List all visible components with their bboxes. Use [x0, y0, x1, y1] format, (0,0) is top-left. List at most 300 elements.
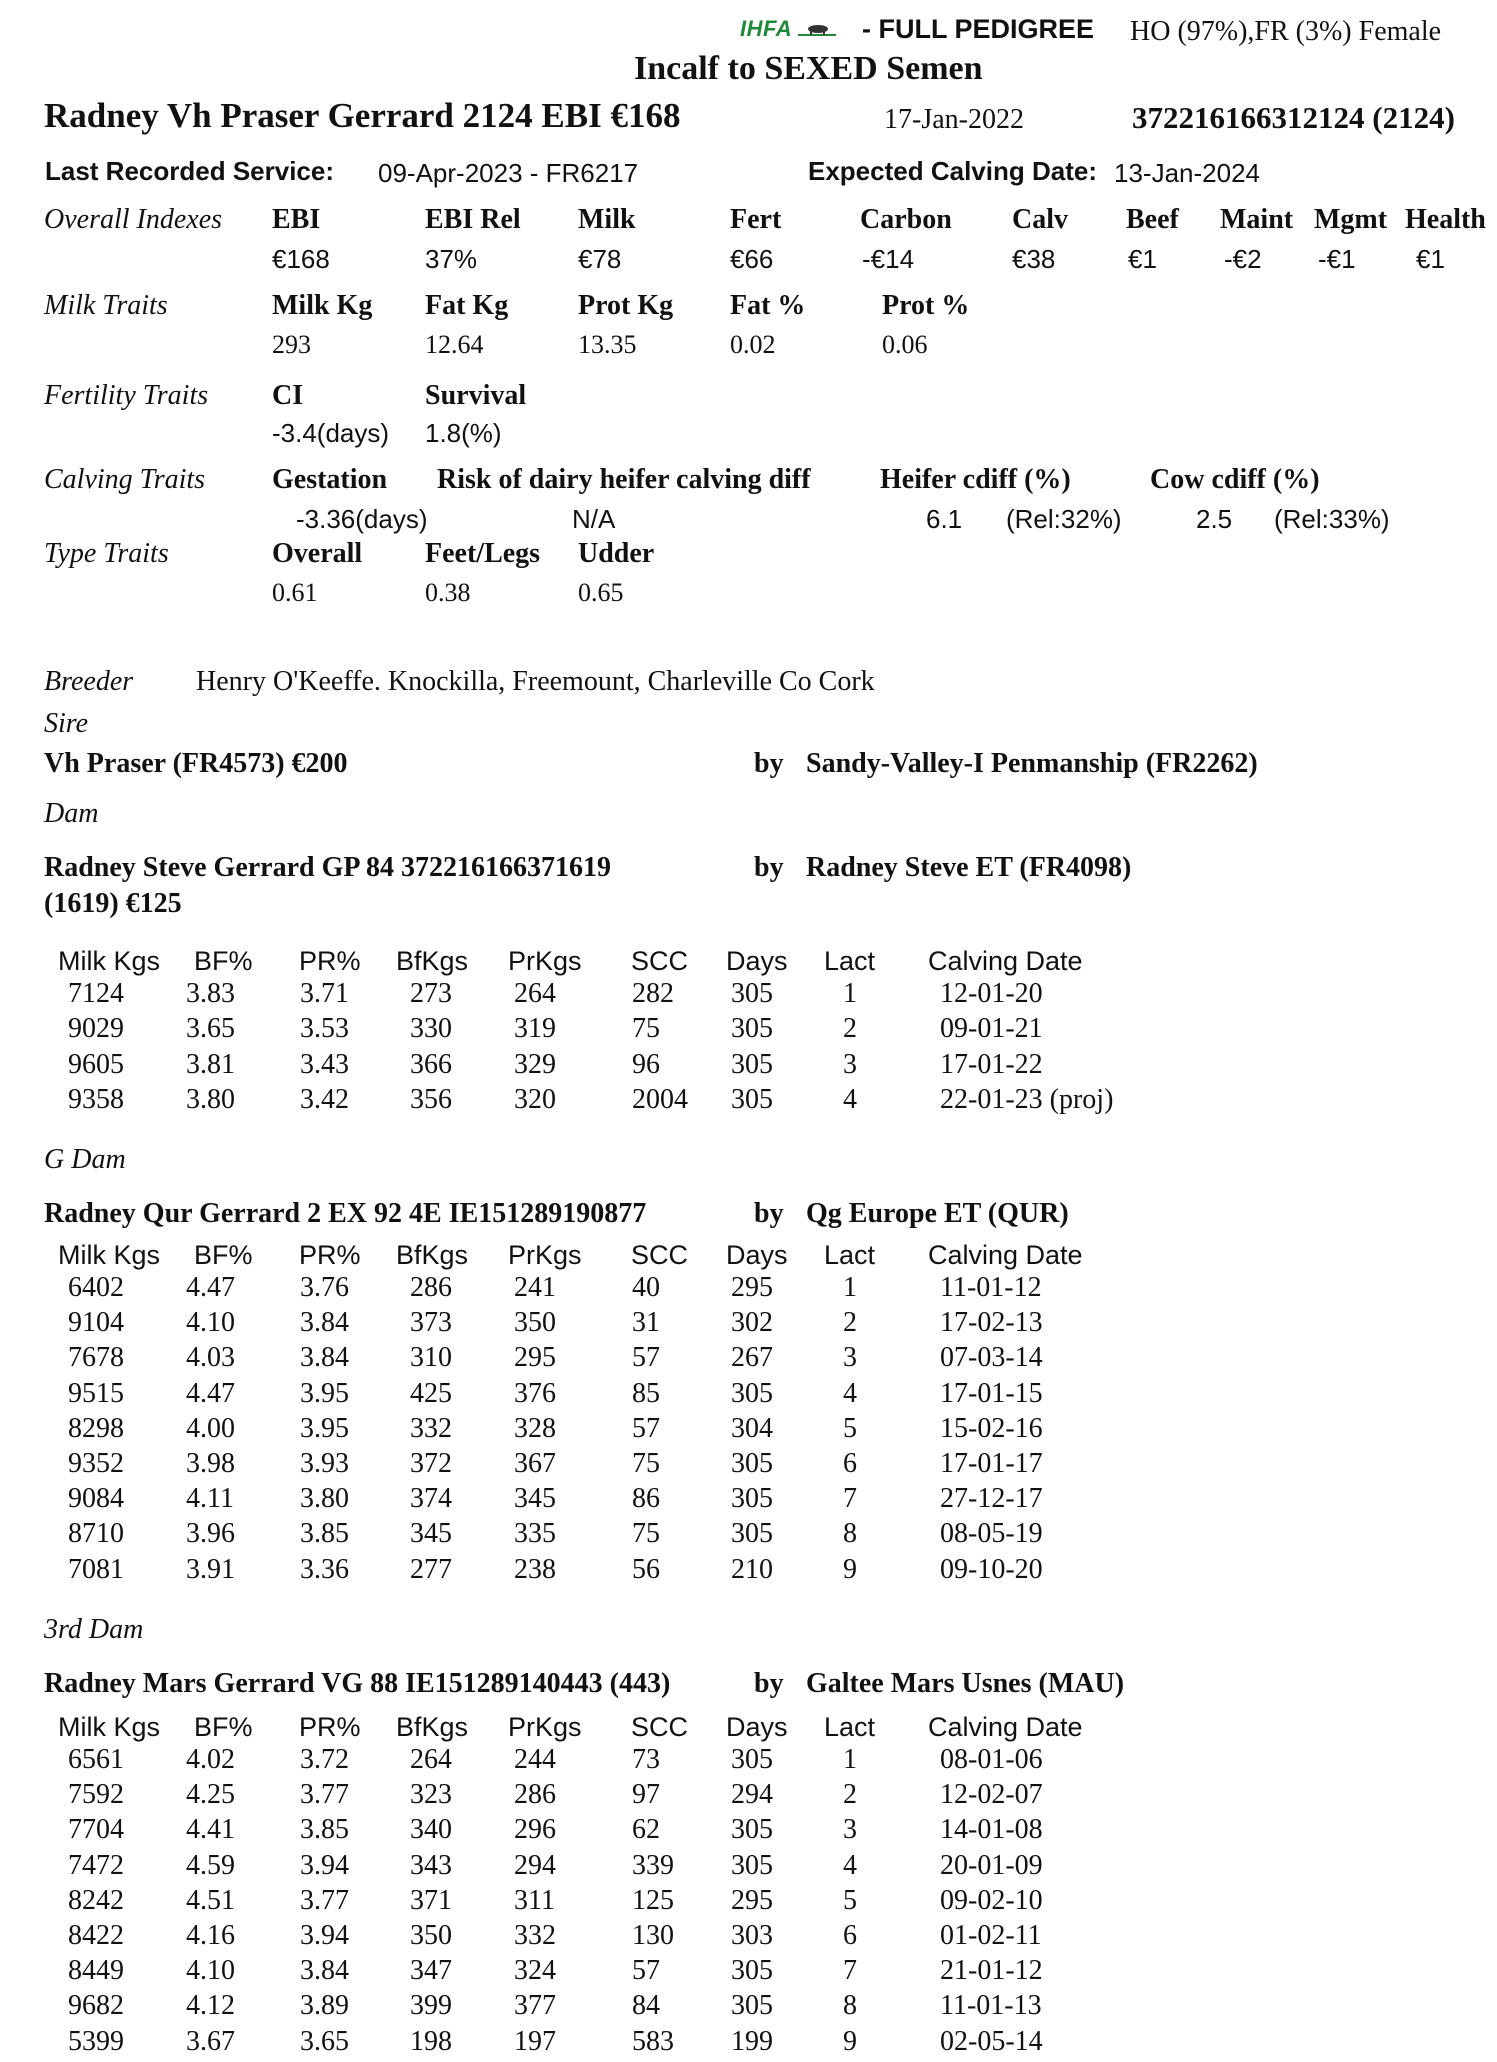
cell-scc: 125: [632, 1884, 674, 1916]
cell-bf-pct: 4.47: [186, 1272, 235, 1303]
cell-bf-pct: 4.11: [186, 1483, 234, 1515]
cell-bf-kgs: 371: [410, 1884, 452, 1916]
cell-bf-kgs: 198: [410, 2025, 452, 2057]
cell-scc: 62: [632, 1814, 660, 1846]
cell-lact: 3: [843, 1814, 857, 1846]
cell-pr-kgs: 294: [514, 1849, 556, 1881]
cell-days: 295: [731, 1272, 773, 1303]
cell-scc: 57: [632, 1412, 660, 1444]
cell-lact: 3: [843, 1342, 857, 1374]
cell-lact: 8: [843, 1518, 857, 1550]
dam-by: by: [754, 852, 784, 883]
col-milk-kgs: Milk Kgs: [58, 1240, 161, 1270]
cell-bf-kgs: 277: [410, 1553, 452, 1585]
cell-days: 305: [731, 1483, 773, 1515]
header-beef: Beef: [1126, 204, 1179, 235]
value-maint: -€2: [1224, 244, 1262, 274]
last-service-label: Last Recorded Service:: [45, 156, 335, 186]
cell-scc: 40: [632, 1272, 660, 1303]
cell-bf-kgs: 340: [410, 1814, 452, 1846]
cell-scc: 73: [632, 1744, 660, 1775]
cell-days: 305: [731, 1448, 773, 1479]
col-scc: SCC: [631, 1712, 689, 1742]
dam-label: Dam: [44, 798, 99, 829]
cell-bf-pct: 3.67: [186, 2025, 235, 2057]
value-fert: €66: [730, 244, 774, 274]
cell-bf-kgs: 273: [410, 978, 452, 1009]
cell-bf-kgs: 372: [410, 1448, 452, 1479]
value-ebi-rel: 37%: [425, 244, 478, 274]
col-days: Days: [726, 1712, 788, 1742]
cell-calving-date: 08-01-06: [940, 1744, 1043, 1775]
cell-lact: 2: [843, 1779, 857, 1811]
cell-pr-pct: 3.80: [300, 1483, 349, 1515]
cell-lact: 9: [843, 2025, 857, 2057]
cell-lact: 5: [843, 1412, 857, 1444]
cell-days: 305: [731, 978, 773, 1009]
col-bf-pct: BF%: [194, 1240, 253, 1270]
cell-milk-kgs: 7081: [68, 1553, 124, 1585]
header-health: Health: [1405, 204, 1486, 235]
cell-pr-kgs: 296: [514, 1814, 556, 1846]
header-carbon: Carbon: [860, 204, 952, 235]
cell-calving-date: 14-01-08: [940, 1814, 1043, 1846]
sire-of-sire: Sandy-Valley-I Penmanship (FR2262): [806, 748, 1258, 779]
header-milk-kg: Milk Kg: [272, 290, 373, 321]
cell-bf-pct: 4.00: [186, 1412, 235, 1444]
value-feet-legs: 0.38: [425, 578, 471, 607]
value-prot-kg: 13.35: [578, 330, 637, 359]
cell-pr-kgs: 295: [514, 1342, 556, 1374]
cell-days: 305: [731, 1814, 773, 1846]
cell-days: 304: [731, 1412, 773, 1444]
cell-bf-kgs: 374: [410, 1483, 452, 1515]
cell-pr-kgs: 345: [514, 1483, 556, 1515]
header-risk-heifer: Risk of dairy heifer calving diff: [437, 464, 811, 495]
gdam-name: Radney Qur Gerrard 2 EX 92 4E IE151289190877: [44, 1198, 647, 1229]
col-bf-pct: BF%: [194, 946, 253, 976]
header-ebi: EBI: [272, 204, 321, 235]
cell-milk-kgs: 7124: [68, 978, 124, 1009]
cell-scc: 339: [632, 1849, 674, 1881]
cell-bf-kgs: 332: [410, 1412, 452, 1444]
cell-scc: 130: [632, 1920, 674, 1951]
col-bf-pct: BF%: [194, 1712, 253, 1742]
cell-bf-kgs: 373: [410, 1307, 452, 1339]
value-milk-kg: 293: [272, 330, 311, 359]
col-bf-kgs: BfKgs: [396, 946, 469, 976]
header-overall: Overall: [272, 538, 363, 569]
cell-bf-kgs: 345: [410, 1518, 452, 1550]
col-lact: Lact: [824, 946, 876, 976]
cell-calving-date: 12-02-07: [940, 1779, 1043, 1811]
cell-calving-date: 12-01-20: [940, 978, 1043, 1009]
cell-calving-date: 09-02-10: [940, 1884, 1043, 1916]
cell-bf-pct: 3.65: [186, 1013, 235, 1045]
value-ci: -3.4(days): [272, 418, 390, 448]
cell-milk-kgs: 9104: [68, 1307, 124, 1339]
cell-pr-pct: 3.95: [300, 1412, 349, 1444]
cell-pr-kgs: 329: [514, 1048, 556, 1080]
col-pr-pct: PR%: [299, 1712, 361, 1742]
cell-milk-kgs: 8449: [68, 1955, 124, 1987]
cell-scc: 2004: [632, 1084, 688, 1116]
cell-milk-kgs: 8422: [68, 1920, 124, 1951]
cell-scc: 57: [632, 1955, 660, 1987]
cell-lact: 6: [843, 1448, 857, 1479]
value-heifer-rel: (Rel:32%): [1006, 504, 1122, 534]
cell-milk-kgs: 7472: [68, 1849, 124, 1881]
cell-pr-pct: 3.94: [300, 1849, 349, 1881]
header-fat-pct: Fat %: [730, 290, 806, 321]
cell-calving-date: 21-01-12: [940, 1955, 1043, 1987]
cell-days: 210: [731, 1553, 773, 1585]
animal-tag: 372216166312124 (2124): [1132, 100, 1455, 135]
breeder-label: Breeder: [44, 666, 134, 697]
cell-milk-kgs: 5399: [68, 2025, 124, 2057]
sire-label: Sire: [44, 708, 89, 739]
value-ebi: €168: [272, 244, 330, 274]
cell-lact: 1: [843, 1744, 857, 1775]
cell-pr-pct: 3.42: [300, 1084, 349, 1116]
dam-name-line1: Radney Steve Gerrard GP 84 372216166371619: [44, 852, 611, 883]
cell-bf-kgs: 356: [410, 1084, 452, 1116]
cell-days: 305: [731, 1849, 773, 1881]
cell-lact: 3: [843, 1048, 857, 1080]
cell-bf-pct: 4.12: [186, 1990, 235, 2022]
cell-milk-kgs: 9682: [68, 1990, 124, 2022]
value-survival: 1.8(%): [425, 418, 502, 448]
col-calving-date: Calving Date: [928, 946, 1083, 976]
incalf-status: Incalf to SEXED Semen: [634, 50, 983, 87]
cell-calving-date: 20-01-09: [940, 1849, 1043, 1881]
cell-pr-pct: 3.77: [300, 1884, 349, 1916]
cell-scc: 583: [632, 2025, 674, 2057]
value-calv: €38: [1012, 244, 1056, 274]
cell-pr-pct: 3.84: [300, 1955, 349, 1987]
header-survival: Survival: [425, 380, 527, 411]
cow-logo-icon: [798, 22, 836, 38]
value-risk-heifer: N/A: [572, 504, 616, 534]
col-lact: Lact: [824, 1240, 876, 1270]
cell-pr-pct: 3.84: [300, 1307, 349, 1339]
cell-bf-pct: 4.10: [186, 1955, 235, 1987]
overall-indexes-label: Overall Indexes: [44, 204, 223, 235]
cell-days: 305: [731, 1377, 773, 1409]
header-udder: Udder: [578, 538, 655, 569]
cell-pr-kgs: 332: [514, 1920, 556, 1951]
value-overall: 0.61: [272, 578, 318, 607]
cell-bf-pct: 3.81: [186, 1048, 235, 1080]
col-days: Days: [726, 946, 788, 976]
breed-composition: HO (97%),FR (3%) Female: [1130, 16, 1442, 47]
cell-days: 303: [731, 1920, 773, 1951]
cell-pr-kgs: 319: [514, 1013, 556, 1045]
cell-days: 305: [731, 1084, 773, 1116]
cell-milk-kgs: 7704: [68, 1814, 124, 1846]
cell-pr-kgs: 367: [514, 1448, 556, 1479]
cell-pr-pct: 3.85: [300, 1814, 349, 1846]
expected-calving-value: 13-Jan-2024: [1114, 158, 1260, 188]
cell-lact: 2: [843, 1307, 857, 1339]
cell-bf-kgs: 425: [410, 1377, 452, 1409]
cell-bf-pct: 4.16: [186, 1920, 235, 1951]
cell-pr-pct: 3.94: [300, 1920, 349, 1951]
dam-sire: Radney Steve ET (FR4098): [806, 852, 1132, 883]
value-mgmt: -€1: [1318, 244, 1356, 274]
cell-pr-pct: 3.43: [300, 1048, 349, 1080]
cell-lact: 1: [843, 978, 857, 1009]
cell-calving-date: 07-03-14: [940, 1342, 1043, 1374]
cell-days: 305: [731, 1518, 773, 1550]
expected-calving-label: Expected Calving Date:: [808, 156, 1097, 186]
sire-by: by: [754, 748, 784, 779]
cell-days: 295: [731, 1884, 773, 1916]
cell-scc: 96: [632, 1048, 660, 1080]
col-scc: SCC: [631, 1240, 689, 1270]
col-bf-kgs: BfKgs: [396, 1240, 469, 1270]
header-heifer-cdiff: Heifer cdiff (%): [880, 464, 1071, 495]
third-dam-label: 3rd Dam: [44, 1614, 144, 1645]
cell-bf-kgs: 264: [410, 1744, 452, 1775]
cell-days: 199: [731, 2025, 773, 2057]
third-dam-sire: Galtee Mars Usnes (MAU): [806, 1668, 1125, 1699]
cell-pr-pct: 3.89: [300, 1990, 349, 2022]
value-cow-cdiff: 2.5: [1196, 504, 1233, 534]
cell-bf-pct: 4.41: [186, 1814, 235, 1846]
cell-bf-kgs: 343: [410, 1849, 452, 1881]
cell-bf-pct: 3.98: [186, 1448, 235, 1479]
cell-scc: 282: [632, 978, 674, 1009]
value-udder: 0.65: [578, 578, 624, 607]
header-prot-pct: Prot %: [882, 290, 970, 321]
cell-calving-date: 11-01-13: [940, 1990, 1042, 2022]
cell-pr-pct: 3.76: [300, 1272, 349, 1303]
cell-scc: 75: [632, 1448, 660, 1479]
header-milk: Milk: [578, 204, 636, 235]
cell-calving-date: 01-02-11: [940, 1920, 1042, 1951]
cell-lact: 5: [843, 1884, 857, 1916]
cell-pr-kgs: 244: [514, 1744, 556, 1775]
cell-lact: 1: [843, 1272, 857, 1303]
cell-days: 305: [731, 1048, 773, 1080]
cell-pr-pct: 3.84: [300, 1342, 349, 1374]
col-bf-kgs: BfKgs: [396, 1712, 469, 1742]
cell-milk-kgs: 9515: [68, 1377, 124, 1409]
col-pr-kgs: PrKgs: [508, 1712, 582, 1742]
cell-calving-date: 02-05-14: [940, 2025, 1043, 2057]
cell-scc: 86: [632, 1483, 660, 1515]
gdam-sire: Qg Europe ET (QUR): [806, 1198, 1069, 1229]
col-pr-pct: PR%: [299, 946, 361, 976]
cell-scc: 75: [632, 1518, 660, 1550]
col-calving-date: Calving Date: [928, 1240, 1083, 1270]
header-feet-legs: Feet/Legs: [425, 538, 541, 569]
cell-pr-kgs: 350: [514, 1307, 556, 1339]
cell-bf-kgs: 366: [410, 1048, 452, 1080]
cell-calving-date: 17-02-13: [940, 1307, 1043, 1339]
cell-pr-kgs: 311: [514, 1884, 555, 1916]
cell-calving-date: 09-01-21: [940, 1013, 1043, 1045]
cell-pr-pct: 3.93: [300, 1448, 349, 1479]
cell-calving-date: 17-01-22: [940, 1048, 1043, 1080]
header-mgmt: Mgmt: [1314, 204, 1388, 235]
col-milk-kgs: Milk Kgs: [58, 1712, 161, 1742]
col-lact: Lact: [824, 1712, 876, 1742]
cell-milk-kgs: 7678: [68, 1342, 124, 1374]
cell-lact: 8: [843, 1990, 857, 2022]
cell-pr-kgs: 238: [514, 1553, 556, 1585]
cell-pr-kgs: 335: [514, 1518, 556, 1550]
third-dam-name: Radney Mars Gerrard VG 88 IE151289140443 (443): [44, 1668, 671, 1699]
cell-days: 267: [731, 1342, 773, 1374]
fertility-traits-label: Fertility Traits: [44, 380, 209, 411]
last-service-value: 09-Apr-2023 - FR6217: [378, 158, 639, 188]
cell-bf-pct: 4.25: [186, 1779, 235, 1811]
cell-pr-kgs: 376: [514, 1377, 556, 1409]
cell-pr-kgs: 377: [514, 1990, 556, 2022]
cell-days: 305: [731, 1744, 773, 1775]
cell-pr-kgs: 197: [514, 2025, 556, 2057]
col-calving-date: Calving Date: [928, 1712, 1083, 1742]
value-cow-rel: (Rel:33%): [1274, 504, 1390, 534]
cell-pr-pct: 3.71: [300, 978, 349, 1009]
cell-bf-pct: 4.59: [186, 1849, 235, 1881]
cell-lact: 4: [843, 1849, 857, 1881]
col-days: Days: [726, 1240, 788, 1270]
cell-days: 305: [731, 1955, 773, 1987]
header-gestation: Gestation: [272, 464, 388, 495]
cell-pr-kgs: 328: [514, 1412, 556, 1444]
value-fat-pct: 0.02: [730, 330, 776, 359]
cell-bf-kgs: 310: [410, 1342, 452, 1374]
value-carbon: -€14: [862, 244, 915, 274]
cell-lact: 4: [843, 1084, 857, 1116]
cell-lact: 2: [843, 1013, 857, 1045]
cell-scc: 31: [632, 1307, 660, 1339]
cell-lact: 4: [843, 1377, 857, 1409]
cell-bf-kgs: 347: [410, 1955, 452, 1987]
cell-bf-pct: 3.83: [186, 978, 235, 1009]
cell-milk-kgs: 9352: [68, 1448, 124, 1479]
milk-traits-label: Milk Traits: [44, 290, 168, 321]
cell-days: 294: [731, 1779, 773, 1811]
cell-pr-kgs: 241: [514, 1272, 556, 1303]
breeder-value: Henry O'Keeffe. Knockilla, Freemount, Charleville Co Cork: [196, 666, 875, 697]
cell-bf-pct: 4.47: [186, 1377, 235, 1409]
cell-pr-kgs: 286: [514, 1779, 556, 1811]
col-pr-kgs: PrKgs: [508, 1240, 582, 1270]
header-prot-kg: Prot Kg: [578, 290, 674, 321]
cell-days: 305: [731, 1990, 773, 2022]
header-fert: Fert: [730, 204, 782, 235]
cell-milk-kgs: 6402: [68, 1272, 124, 1303]
cell-bf-pct: 4.51: [186, 1884, 235, 1916]
cell-bf-kgs: 323: [410, 1779, 452, 1811]
value-heifer-cdiff: 6.1: [926, 504, 963, 534]
cell-calving-date: 22-01-23 (proj): [940, 1084, 1114, 1116]
cell-pr-pct: 3.36: [300, 1553, 349, 1585]
report-date: 17-Jan-2022: [884, 104, 1024, 135]
type-traits-label: Type Traits: [44, 538, 169, 569]
cell-calving-date: 08-05-19: [940, 1518, 1043, 1550]
cell-lact: 6: [843, 1920, 857, 1951]
full-pedigree-label: - FULL PEDIGREE: [862, 14, 1095, 44]
cell-bf-kgs: 399: [410, 1990, 452, 2022]
header-fat-kg: Fat Kg: [425, 290, 509, 321]
cell-milk-kgs: 8298: [68, 1412, 124, 1444]
cell-milk-kgs: 7592: [68, 1779, 124, 1811]
calving-traits-label: Calving Traits: [44, 464, 206, 495]
cell-calving-date: 15-02-16: [940, 1412, 1043, 1444]
cell-days: 305: [731, 1013, 773, 1045]
gdam-label: G Dam: [44, 1144, 126, 1175]
cell-calving-date: 17-01-15: [940, 1377, 1043, 1409]
col-scc: SCC: [631, 946, 689, 976]
sire-name: Vh Praser (FR4573) €200: [44, 748, 348, 779]
cell-scc: 84: [632, 1990, 660, 2022]
cell-pr-pct: 3.53: [300, 1013, 349, 1045]
cell-bf-pct: 4.02: [186, 1744, 235, 1775]
cell-calving-date: 17-01-17: [940, 1448, 1043, 1479]
cell-bf-pct: 3.80: [186, 1084, 235, 1116]
header-ci: CI: [272, 380, 304, 411]
cell-milk-kgs: 9358: [68, 1084, 124, 1116]
value-gestation: -3.36(days): [296, 504, 428, 534]
cell-pr-pct: 3.95: [300, 1377, 349, 1409]
cell-milk-kgs: 9605: [68, 1048, 124, 1080]
cell-days: 302: [731, 1307, 773, 1339]
animal-name: Radney Vh Praser Gerrard 2124 EBI €168: [44, 96, 681, 135]
cell-pr-kgs: 264: [514, 978, 556, 1009]
value-beef: €1: [1128, 244, 1157, 274]
cell-bf-pct: 3.96: [186, 1518, 235, 1550]
cell-scc: 57: [632, 1342, 660, 1374]
header-ebi-rel: EBI Rel: [425, 204, 521, 235]
cell-pr-pct: 3.85: [300, 1518, 349, 1550]
cell-milk-kgs: 9029: [68, 1013, 124, 1045]
cell-lact: 7: [843, 1483, 857, 1515]
col-milk-kgs: Milk Kgs: [58, 946, 161, 976]
dam-name-line2: (1619) €125: [44, 888, 182, 919]
value-milk: €78: [578, 244, 622, 274]
cell-calving-date: 27-12-17: [940, 1483, 1043, 1515]
value-fat-kg: 12.64: [425, 330, 484, 359]
cell-bf-kgs: 330: [410, 1013, 452, 1045]
cell-lact: 9: [843, 1553, 857, 1585]
cell-pr-pct: 3.72: [300, 1744, 349, 1775]
third-dam-by: by: [754, 1668, 784, 1699]
cell-bf-kgs: 350: [410, 1920, 452, 1951]
cell-pr-kgs: 324: [514, 1955, 556, 1987]
cell-scc: 97: [632, 1779, 660, 1811]
cell-pr-kgs: 320: [514, 1084, 556, 1116]
gdam-by: by: [754, 1198, 784, 1229]
cell-bf-kgs: 286: [410, 1272, 452, 1303]
ihfa-logo: [740, 16, 836, 42]
cell-bf-pct: 4.10: [186, 1307, 235, 1339]
cell-milk-kgs: 8710: [68, 1518, 124, 1550]
header-cow-cdiff: Cow cdiff (%): [1150, 464, 1320, 495]
cell-calving-date: 11-01-12: [940, 1272, 1042, 1303]
cell-milk-kgs: 9084: [68, 1483, 124, 1515]
cell-bf-pct: 3.91: [186, 1553, 235, 1585]
cell-milk-kgs: 8242: [68, 1884, 124, 1916]
cell-scc: 75: [632, 1013, 660, 1045]
cell-lact: 7: [843, 1955, 857, 1987]
cell-milk-kgs: 6561: [68, 1744, 124, 1775]
cell-scc: 56: [632, 1553, 660, 1585]
